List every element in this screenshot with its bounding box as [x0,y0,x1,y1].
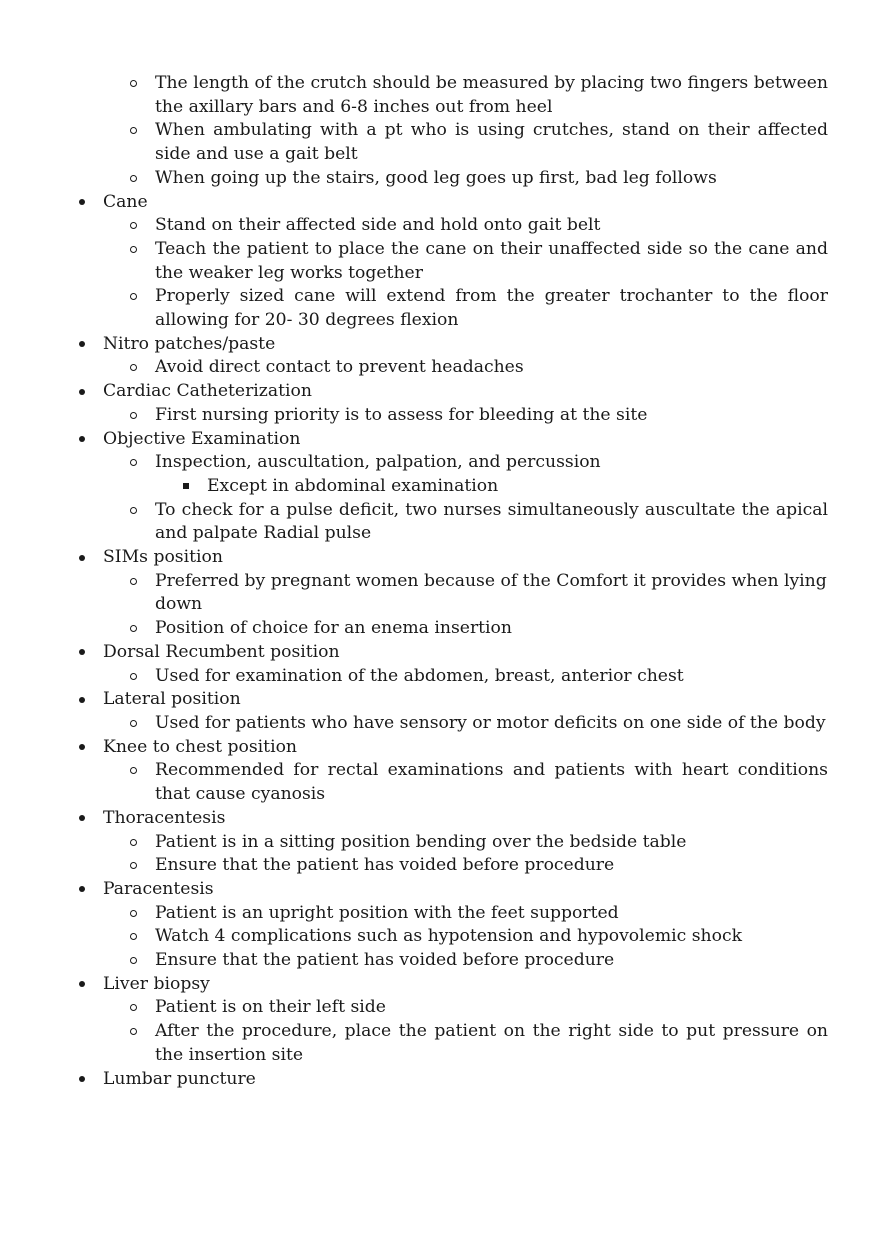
list-item-level-2 [0,665,880,689]
list-item-text: Patient is in a sitting position bending over the bedside table [155,831,687,852]
list-item-text: Patient is an upright position with the feet supported [155,902,619,923]
list-item-text: Patient is on their left side [155,997,386,1018]
list-item-level-1 [0,191,880,215]
list-item-level-2 [0,996,880,1020]
list-item-level-1 [0,736,880,760]
list-item-text: When ambulating with a pt who is using crutches, stand on their affected side and use a gait belt [155,120,828,165]
list-item-level-1 [0,546,880,570]
bullet-circle-icon [130,617,137,641]
bullet-disc-icon [79,736,85,760]
list-item-level-2 [0,167,880,191]
list-item-text: Avoid direct contact to prevent headaches [155,357,524,378]
bullet-disc-icon [79,333,85,357]
list-item-level-2 [0,570,880,617]
list-item-level-2 [0,499,880,546]
list-item-level-1 [0,333,880,357]
list-item-text: Watch 4 complications such as hypotension and hypovolemic shock [155,926,742,947]
list-item-level-2 [0,1020,880,1067]
list-item-text: Lateral position [103,689,241,710]
bullet-circle-icon [130,214,137,238]
bullet-circle-icon [130,72,137,96]
bullet-circle-icon [130,356,137,380]
list-item-level-2 [0,949,880,973]
list-item-level-2 [0,831,880,855]
list-item-text: Stand on their affected side and hold onto gait belt [155,215,601,236]
list-item-text: Cardiac Catheterization [103,381,312,402]
list-item-level-2 [0,617,880,641]
bullet-disc-icon [79,191,85,215]
list-item-text: Used for patients who have sensory or motor deficits on one side of the body [155,712,826,733]
list-item-text: First nursing priority is to assess for bleeding at the site [155,404,648,425]
list-item-level-2 [0,238,880,285]
bullet-circle-icon [130,285,137,309]
list-item-level-1 [0,428,880,452]
list-item-text: Objective Examination [103,428,301,449]
list-item-level-2 [0,451,880,475]
bullet-circle-icon [130,451,137,475]
list-item-text: Thoracentesis [103,807,226,828]
document-page [0,72,880,1091]
list-item-level-2 [0,854,880,878]
list-item-text: To check for a pulse deficit, two nurses simultaneously auscultate the apical and palpate Radial pulse [155,499,828,544]
bullet-circle-icon [130,167,137,191]
bullet-circle-icon [130,665,137,689]
bullet-circle-icon [130,499,137,523]
bullet-disc-icon [79,688,85,712]
list-item-level-1 [0,807,880,831]
list-item-text: Ensure that the patient has voided before procedure [155,855,615,876]
list-item-text: Liver biopsy [103,973,210,994]
list-item-text: Teach the patient to place the cane on their unaffected side so the cane and the weaker leg works together [155,238,828,283]
list-item-level-2 [0,404,880,428]
bullet-disc-icon [79,428,85,452]
list-item-level-3 [0,475,880,499]
bullet-disc-icon [79,1068,85,1092]
bullet-disc-icon [79,380,85,404]
list-item-level-2 [0,712,880,736]
list-item-level-1 [0,878,880,902]
list-item-text: Knee to chest position [103,736,297,757]
list-item-text: Ensure that the patient has voided before procedure [155,950,615,971]
list-item-level-1 [0,688,880,712]
list-item-level-2 [0,902,880,926]
bullet-disc-icon [79,641,85,665]
bullet-circle-icon [130,712,137,736]
list-item-text: Cane [103,191,148,212]
bullet-circle-icon [130,902,137,926]
list-item-text: After the procedure, place the patient on the right side to put pressure on the insertion site [155,1021,828,1065]
list-item-text: Preferred by pregnant women because of the Comfort it provides when lying down [155,570,827,615]
list-item-text: Paracentesis [103,878,214,899]
bullet-disc-icon [79,807,85,831]
list-item-text: Nitro patches/paste [103,333,276,354]
list-item-text: Recommended for rectal examinations and patients with heart conditions that cause cyanosis [155,760,828,805]
list-item-level-2 [0,356,880,380]
bullet-circle-icon [130,759,137,783]
list-item-text: When going up the stairs, good leg goes up first, bad leg follows [155,167,717,188]
list-item-level-1 [0,1068,880,1092]
bullet-disc-icon [79,546,85,570]
list-item-level-2 [0,119,880,166]
list-item-level-2 [0,72,880,119]
list-item-text: Lumbar puncture [103,1068,256,1089]
bullet-circle-icon [130,949,137,973]
list-item-text: SIMs position [103,547,223,568]
bullet-disc-icon [79,878,85,902]
list-item-level-1 [0,973,880,997]
list-item-text: Except in abdominal examination [207,475,499,496]
bullet-circle-icon [130,119,137,143]
list-item-text: Dorsal Recumbent position [103,641,340,662]
list-item-level-2 [0,285,880,332]
bullet-circle-icon [130,570,137,594]
list-item-level-2 [0,759,880,806]
notes-bullet-list [0,72,880,1091]
list-item-level-1 [0,641,880,665]
bullet-circle-icon [130,925,137,949]
list-item-level-1 [0,380,880,404]
bullet-disc-icon [79,973,85,997]
list-item-text: Properly sized cane will extend from the greater trochanter to the floor allowing for 20- 30 degrees flexion [155,286,828,331]
bullet-square-icon [183,475,189,499]
list-item-level-2 [0,925,880,949]
list-item-level-2 [0,214,880,238]
bullet-circle-icon [130,238,137,262]
bullet-circle-icon [130,854,137,878]
bullet-circle-icon [130,831,137,855]
bullet-circle-icon [130,1020,137,1044]
list-item-text: The length of the crutch should be measured by placing two fingers between the axillary bars and 6-8 inches out from heel [155,73,828,117]
bullet-circle-icon [130,996,137,1020]
list-item-text: Used for examination of the abdomen, breast, anterior chest [155,665,684,686]
bullet-circle-icon [130,404,137,428]
list-item-text: Inspection, auscultation, palpation, and percussion [155,452,601,473]
list-item-text: Position of choice for an enema insertion [155,618,512,639]
